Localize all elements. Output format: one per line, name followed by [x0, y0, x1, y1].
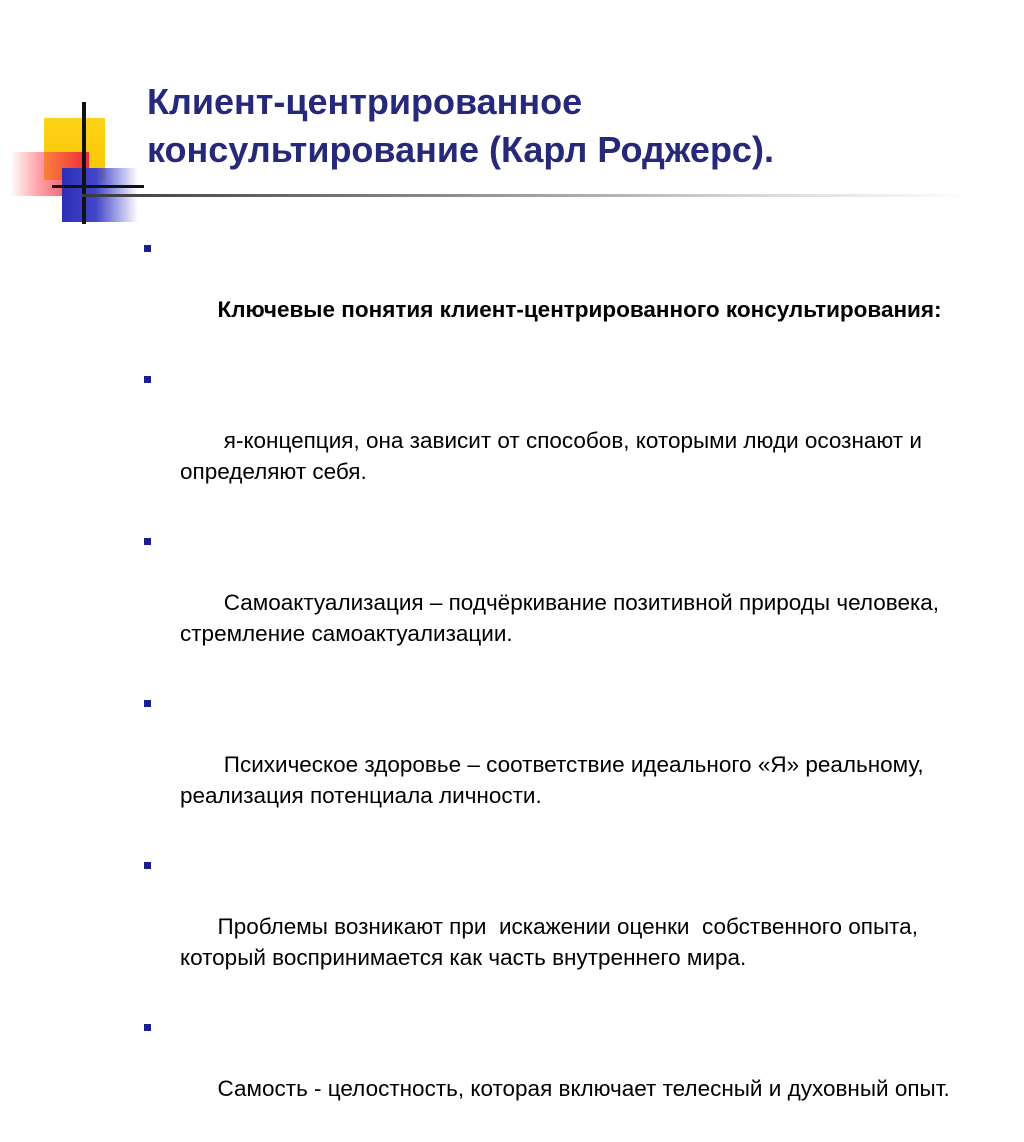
list-item	[140, 525, 1000, 680]
bullet-text: Психическое здоровье – соответствие идеального «Я» реальному, реализация потенциала личности.	[180, 752, 930, 808]
square-bullet-icon	[144, 700, 151, 707]
square-bullet-icon	[144, 862, 151, 869]
list-item	[140, 687, 1000, 842]
slide-title	[147, 78, 987, 174]
title-underline	[82, 194, 972, 197]
title-line-2: консультирование (Карл Роджерс).	[147, 129, 774, 170]
square-bullet-icon	[144, 538, 151, 545]
bullet-text: я-концепция, она зависит от способов, которыми люди осознают и определяют себя.	[180, 428, 929, 484]
bullet-text: Самоактуализация – подчёркивание позитивной природы человека, стремление самоактуализации.	[180, 590, 946, 646]
decorative-vertical-line	[82, 102, 86, 224]
square-bullet-icon	[144, 245, 151, 252]
list-item	[140, 1011, 1000, 1135]
bullet-text: Проблемы возникают при искажении оценки собственного опыта, который воспринимается как часть внутреннего мира.	[180, 914, 925, 970]
square-bullet-icon	[144, 376, 151, 383]
bullet-list	[140, 232, 1000, 1142]
decorative-horizontal-line	[52, 185, 144, 188]
list-item	[140, 849, 1000, 1004]
title-line-1: Клиент-центрированное	[147, 81, 583, 122]
square-bullet-icon	[144, 1024, 151, 1031]
list-item	[140, 363, 1000, 518]
bullet-text: Ключевые понятия клиент-центрированного консультирования:	[217, 297, 942, 322]
bullet-text: Самость - целостность, которая включает телесный и духовный опыт.	[217, 1076, 950, 1101]
list-item	[140, 232, 1000, 356]
